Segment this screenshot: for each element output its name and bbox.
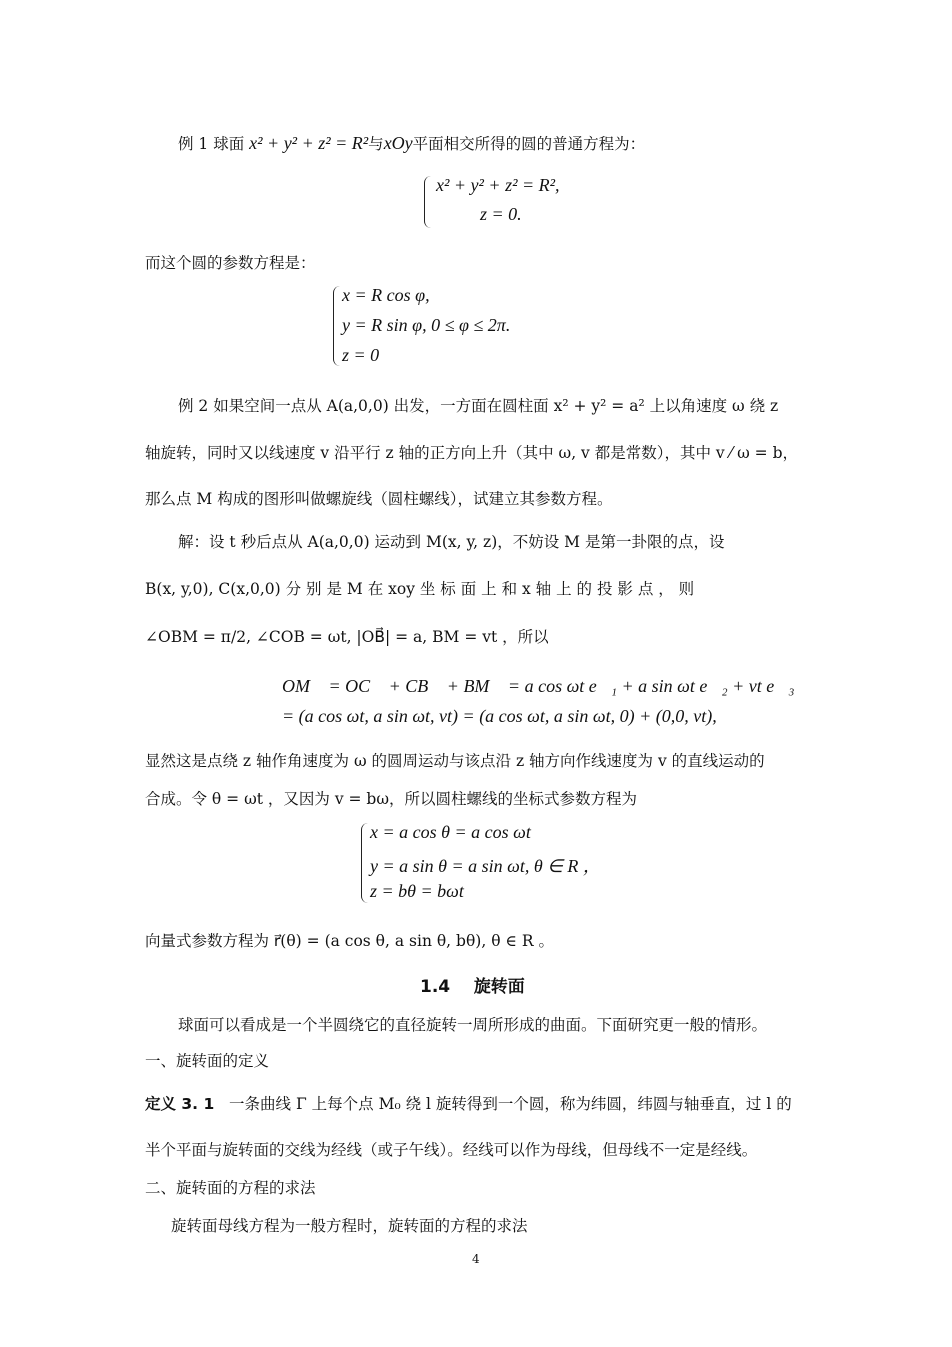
subheading-definition: 一、旋转面的定义	[145, 1052, 270, 1070]
solution-line-2: B(x, y,0), C(x,0,0) 分 别 是 M 在 xoy 坐 标 面 上 和 x 轴 上 的 投 影 点 ， 则	[145, 580, 695, 598]
section-intro: 球面可以看成是一个半圆绕它的直径旋转一周所形成的曲面。下面研究更一般的情形。	[178, 1016, 768, 1034]
observation-line-1: 显然这是点绕 z 轴作角速度为 ω 的圆周运动与该点沿 z 轴方向作线速度为 v 的直线运动的	[145, 752, 765, 770]
system-line-1: x² + y² + z² = R²,	[436, 175, 560, 195]
ex1-intro-suffix: 平面相交所得的圆的普通方程为：	[412, 135, 646, 153]
param-intro: 而这个圆的参数方程是：	[145, 254, 316, 272]
ex1-label: 例 1 球面	[178, 135, 245, 153]
param-line-3: z = 0	[342, 345, 380, 365]
plane-name: xOy	[383, 133, 413, 153]
ex1-intro	[178, 132, 645, 154]
solution-line-3: ∠OBM = π/2, ∠COB = ωt, |OB⃗| = a, BM = vt ，所以	[145, 628, 549, 646]
page-number: 4	[472, 1252, 480, 1266]
observation-line-2: 合成。令 θ = ωt ，又因为 v = bω，所以圆柱螺线的坐标式参数方程为	[145, 790, 637, 808]
definition-label: 定义 3. 1	[145, 1095, 215, 1113]
section-title: 旋转面	[473, 977, 525, 997]
ex2-line-2: 轴旋转，同时又以线速度 v 沿平行 z 轴的正方向上升（其中 ω, v 都是常数），其中 v ⁄ ω = b，	[145, 444, 799, 462]
system-line-2: z = 0.	[480, 204, 522, 224]
helix-brace	[361, 823, 370, 903]
definition-line-1	[145, 1092, 792, 1114]
vector-equation-2: = (a cos ωt, a sin ωt, vt) = (a cos ωt, a sin ωt, 0) + (0,0, vt),	[282, 706, 717, 726]
system-brace	[424, 176, 433, 228]
vector-form: 向量式参数方程为 r⃗(θ) = (a cos θ, a sin θ, bθ), θ ∈ R 。	[145, 932, 554, 950]
vector-equation-1: OM⃗ = OC⃗ + CB⃗ + BM⃗ = a cos ωt e⃗₁ + a sin ωt e⃗₂ + vt e⃗₃	[282, 676, 795, 696]
section-heading	[420, 972, 525, 997]
definition-line-2: 半个平面与旋转面的交线为经线（或子午线）。经线可以作为母线，但母线不一定是经线。	[145, 1141, 758, 1159]
method-text: 旋转面母线方程为一般方程时，旋转面的方程的求法	[171, 1217, 528, 1235]
param-line-1: x = R cos φ,	[342, 285, 430, 305]
helix-line-2: y = a sin θ = a sin ωt, θ ∈ R ，	[370, 856, 601, 876]
helix-line-3: z = bθ = bωt	[370, 881, 464, 901]
param-line-2: y = R sin φ, 0 ≤ φ ≤ 2π.	[342, 315, 511, 335]
helix-line-1: x = a cos θ = a cos ωt	[370, 822, 531, 842]
solution-line-1: 解：设 t 秒后点从 A(a,0,0) 运动到 M(x, y, z)，不妨设 M 是第一卦限的点，设	[178, 533, 725, 551]
definition-text-1: 一条曲线 Γ 上每个点 M₀ 绕 l 旋转得到一个圆，称为纬圆，纬圆与轴垂直，过 l 的	[229, 1095, 792, 1113]
section-number: 1.4	[420, 977, 451, 997]
param-brace	[333, 286, 342, 366]
with-text: 与	[368, 135, 384, 153]
subheading-method: 二、旋转面的方程的求法	[145, 1179, 316, 1197]
sphere-equation: x² + y² + z² = R²	[249, 133, 369, 153]
ex2-line-3: 那么点 M 构成的图形叫做螺旋线（圆柱螺线），试建立其参数方程。	[145, 490, 613, 508]
ex2-line-1: 例 2 如果空间一点从 A(a,0,0) 出发，一方面在圆柱面 x² + y² = a² 上以角速度 ω 绕 z	[178, 397, 779, 415]
